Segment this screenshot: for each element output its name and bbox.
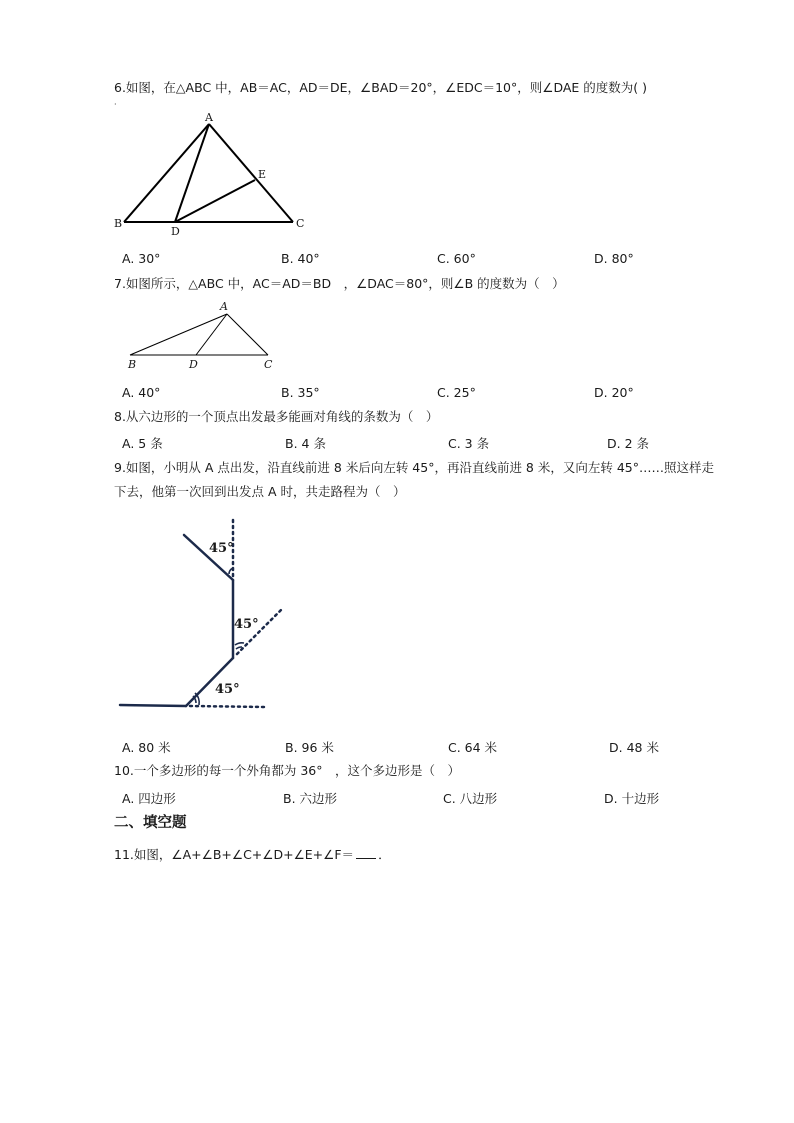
q9-option-d[interactable]: D. 48 米: [609, 740, 659, 755]
q6-option-d[interactable]: D. 80°: [594, 251, 634, 266]
q9-angle-label-middle: 45°: [234, 617, 259, 632]
q10-option-d[interactable]: D. 十边形: [604, 791, 660, 806]
question-8-text: 8.从六边形的一个顶点出发最多能画对角线的条数为（ ）: [114, 409, 439, 424]
q7-label-d: D: [189, 358, 198, 371]
question-6-text: 6.如图，在△ABC 中，AB＝AC，AD＝DE，∠BAD＝20°，∠EDC＝10°，则∠DAE 的度数为( ): [114, 80, 648, 95]
q9-option-b[interactable]: B. 96 米: [285, 740, 334, 755]
q6-option-b[interactable]: B. 40°: [281, 251, 320, 266]
q7-option-a[interactable]: A. 40°: [122, 385, 161, 400]
q10-option-b[interactable]: B. 六边形: [283, 791, 338, 806]
question-10-text: 10.一个多边形的每一个外角都为 36° ，这个多边形是（ ）: [114, 763, 461, 778]
q9-option-c[interactable]: C. 64 米: [448, 740, 498, 755]
q7-label-c: C: [264, 358, 273, 371]
q6-label-a: A: [205, 111, 213, 124]
q6-label-c: C: [296, 217, 305, 230]
q9-path-segment-1: [120, 705, 186, 706]
q9-option-a[interactable]: A. 80 米: [122, 740, 171, 755]
q9-angle-label-bottom: 45°: [215, 682, 240, 697]
q9-extension-line-1: [190, 706, 265, 707]
q7-option-b[interactable]: B. 35°: [281, 385, 320, 400]
q6-label-e: E: [258, 168, 267, 181]
question-7-text: 7.如图所示，△ABC 中，AC＝AD＝BD ，∠DAC＝80°，则∠B 的度数为（ ）: [114, 276, 565, 291]
q6-option-a[interactable]: A. 30°: [122, 251, 161, 266]
q6-label-d: D: [171, 225, 180, 238]
question-11-period: ．: [378, 847, 391, 862]
question-11-text: 11.如图，∠A+∠B+∠C+∠D+∠E+∠F＝: [114, 847, 355, 862]
q6-option-c[interactable]: C. 60°: [437, 251, 476, 266]
question-11: [114, 844, 391, 866]
stray-dot: ·: [114, 100, 117, 109]
q6-label-b: B: [114, 217, 123, 230]
q9-angle-label-top: 45°: [209, 541, 234, 556]
q11-answer-blank[interactable]: [356, 846, 376, 859]
q7-option-d[interactable]: D. 20°: [594, 385, 634, 400]
section-title-fill-in: 二、填空题: [114, 815, 187, 831]
q8-option-c[interactable]: C. 3 条: [448, 436, 490, 451]
question-9-text: 9.如图，小明从 A 点出发，沿直线前进 8 米后向左转 45°，再沿直线前进 8 米，又向左转 45°……照这样走下去，他第一次回到出发点 A 时，共走路程为（ ）: [114, 460, 714, 499]
q7-label-a: A: [220, 300, 228, 313]
q8-option-a[interactable]: A. 5 条: [122, 436, 163, 451]
q8-option-b[interactable]: B. 4 条: [285, 436, 326, 451]
q7-option-c[interactable]: C. 25°: [437, 385, 476, 400]
q10-option-c[interactable]: C. 八边形: [443, 791, 498, 806]
q10-option-a[interactable]: A. 四边形: [122, 791, 176, 806]
q7-label-b: B: [128, 358, 137, 371]
q8-option-d[interactable]: D. 2 条: [607, 436, 649, 451]
